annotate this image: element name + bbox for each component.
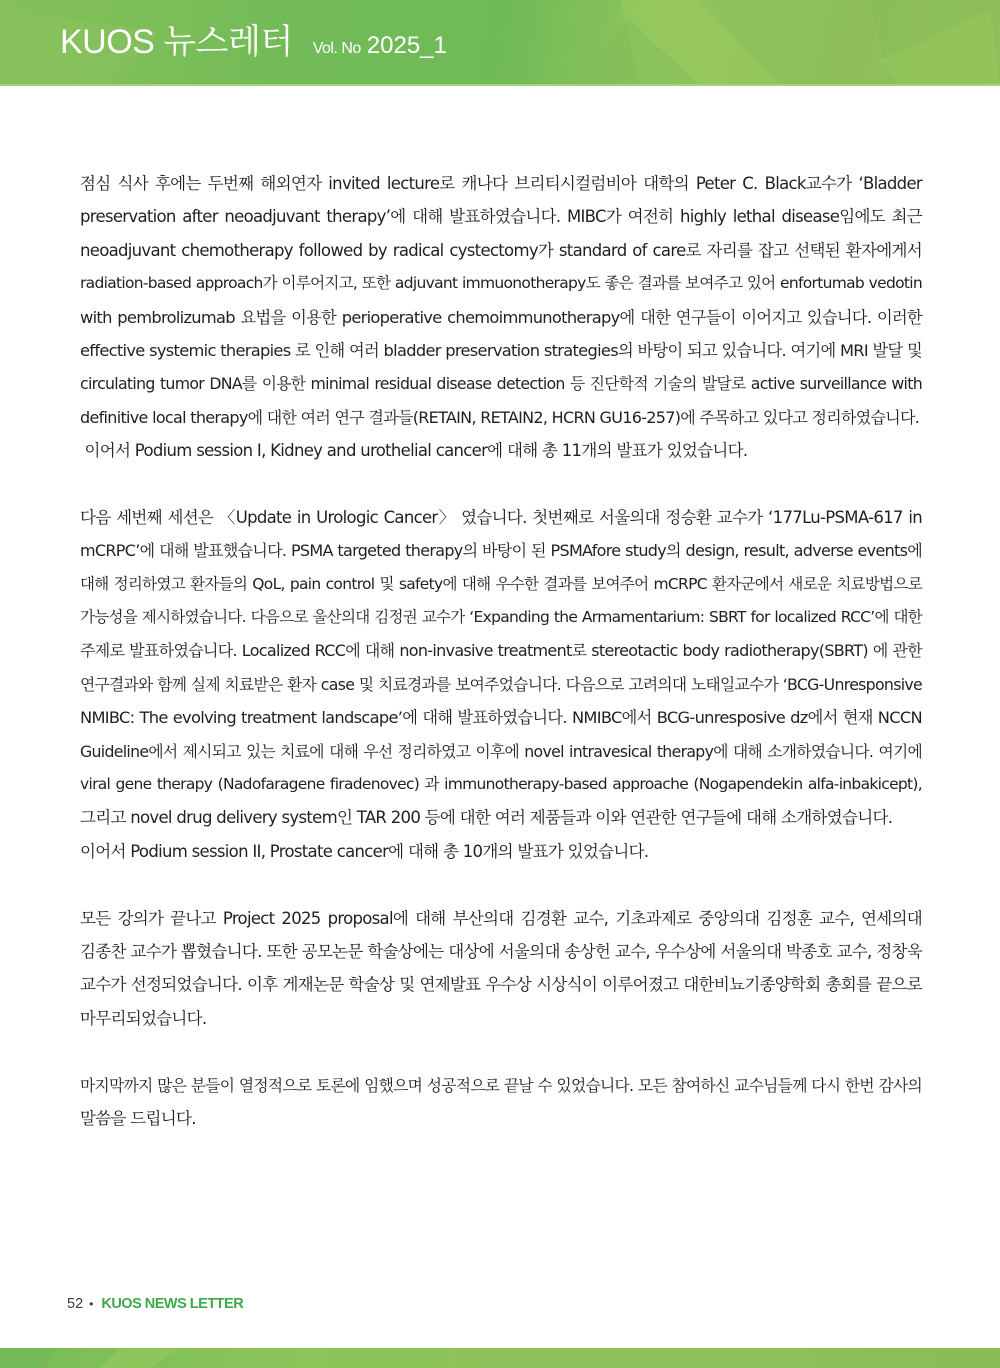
text-line: radiation-based approach가 이루어지고, 또한 adjuvant immuonotherapy도 좋은 결과를 보여주고 있어 enfortumab vedotin — [80, 274, 922, 293]
text-line: 모든 강의가 끝나고 Project 2025 proposal에 대해 부산의대 김경환 교수, 기초과제로 중앙의대 김정훈 교수, 연세의대 — [80, 908, 922, 928]
text-line: 대해 정리하였고 환자들의 QoL, pain control 및 safety에 대해 우수한 결과를 보여주어 mCRPC 환자군에서 새로운 치료방법으로 — [80, 574, 922, 593]
text-line: 이어서 Podium session II, Prostate cancer에 대해 총 10개의 발표가 있었습니다. — [80, 841, 649, 861]
newsletter-title: KUOS 뉴스레터 — [60, 23, 293, 61]
footer-banner — [0, 1348, 1000, 1368]
text-line: 마무리되었습니다. — [80, 1008, 207, 1028]
volume-label: Vol. No — [312, 40, 361, 57]
text-line: 그리고 novel drug delivery system인 TAR 200 등에 대한 여러 제품들과 이와 연관한 연구들에 대해 소개하였습니다. — [80, 808, 893, 828]
header-divider — [0, 84, 1000, 86]
text-line: 교수가 선정되었습니다. 이후 게재논문 학술상 및 연제발표 우수상 시상식이 이루어졌고 대한비뇨기종양학회 총회를 끝으로 — [80, 975, 922, 995]
text-line: neoadjuvant chemotherapy followed by radical cystectomy가 standard of care로 자리를 잡고 선택된 환자에게서 — [80, 240, 922, 260]
paragraph-spacer — [80, 868, 922, 901]
bullet-separator-icon: • — [89, 1297, 94, 1311]
text-line: viral gene therapy (Nadofaragene firadenovec) 과 immunotherapy-based approache (Nogapendekin alfa-inbakicept), — [80, 775, 922, 794]
text-line: definitive local therapy에 대한 여러 연구 결과들(RETAIN, RETAIN2, HCRN GU16-257)에 주목하고 있다고 정리하였습니다. — [80, 407, 920, 427]
text-line: preservation after neoadjuvant therapy’에 대해 발표하였습니다. MIBC가 여전히 highly lethal disease임에도 최근 — [80, 207, 922, 227]
text-line: 점심 식사 후에는 두번째 해외연자 invited lecture로 캐나다 브리티시컬럼비아 대학의 Peter C. Black교수가 ‘Bladder — [80, 174, 922, 193]
text-line: with pembrolizumab 요법을 이용한 perioperative chemoimmunotherapy에 대한 연구들이 이어지고 있습니다. 이러한 — [80, 307, 922, 327]
paragraph-spacer — [80, 468, 922, 501]
text-line: 말씀을 드립니다. — [80, 1108, 196, 1128]
text-line: 김종찬 교수가 뽑혔습니다. 또한 공모논문 학술상에는 대상에 서울의대 송상헌 교수, 우수상에 서울의대 박종호 교수, 정창욱 — [80, 941, 922, 961]
text-line: 마지막까지 많은 분들이 열정적으로 토론에 임했으며 성공적으로 끝날 수 있었습니다. 모든 참여하신 교수님들께 다시 한번 감사의 — [80, 1075, 922, 1095]
footer-decorative-facets-icon — [0, 1348, 1000, 1368]
page-footer — [67, 1293, 243, 1315]
paragraph-urologic-cancer-session — [80, 501, 922, 868]
article-body — [80, 167, 922, 1135]
text-line: effective systemic therapies 로 인해 여러 bladder preservation strategies의 바탕이 되고 있습니다. 여기에 MRI 발달 및 — [80, 340, 922, 360]
text-line: 주제로 발표하였습니다. Localized RCC에 대해 non-invasive treatment로 stereotactic body radiotherapy(SBRT) 에 관한 — [80, 641, 922, 661]
page-number: 52 — [67, 1296, 84, 1312]
text-line: NMIBC: The evolving treatment landscape’에 대해 발표하였습니다. NMIBC에서 BCG-unresposive dz에서 현재 NCCN — [80, 708, 922, 728]
volume-number: 2025_1 — [366, 32, 447, 59]
text-line: 가능성을 제시하였습니다. 다음으로 울산의대 김정권 교수가 ‘Expanding the Armamentarium: SBRT for localized RCC’에 대한 — [80, 608, 922, 627]
page-header-banner — [0, 0, 1000, 86]
publication-name: KUOS NEWS LETTER — [101, 1296, 244, 1312]
text-line: circulating tumor DNA를 이용한 minimal residual disease detection 등 진단학적 기술의 발달로 active surveillance with — [80, 374, 922, 394]
newsletter-masthead — [60, 14, 447, 64]
paragraph-closing-thanks — [80, 1069, 922, 1136]
paragraph-spacer — [80, 1035, 922, 1068]
text-line: 연구결과와 함께 실제 치료받은 환자 case 및 치료경과를 보여주었습니다. 다음으로 고려의대 노태일교수가 ‘BCG-Unresponsive — [80, 674, 922, 694]
text-line: mCRPC’에 대해 발표했습니다. PSMA targeted therapy의 바탕이 된 PSMAfore study의 design, result, adverse events에 — [80, 541, 922, 561]
text-line: 다음 세번째 세션은 〈Update in Urologic Cancer〉 였습니다. 첫번째로 서울의대 정승환 교수가 ‘177Lu-PSMA-617 in — [80, 507, 922, 527]
text-line: 이어서 Podium session I, Kidney and urothelial cancer에 대해 총 11개의 발표가 있었습니다. — [80, 441, 748, 461]
text-line: Guideline에서 제시되고 있는 치료에 대해 우선 정리하였고 이후에 novel intravesical therapy에 대해 소개하였습니다. 여기에 — [80, 741, 922, 761]
paragraph-bladder-preservation-lecture — [80, 167, 922, 468]
paragraph-project-awards — [80, 902, 922, 1036]
